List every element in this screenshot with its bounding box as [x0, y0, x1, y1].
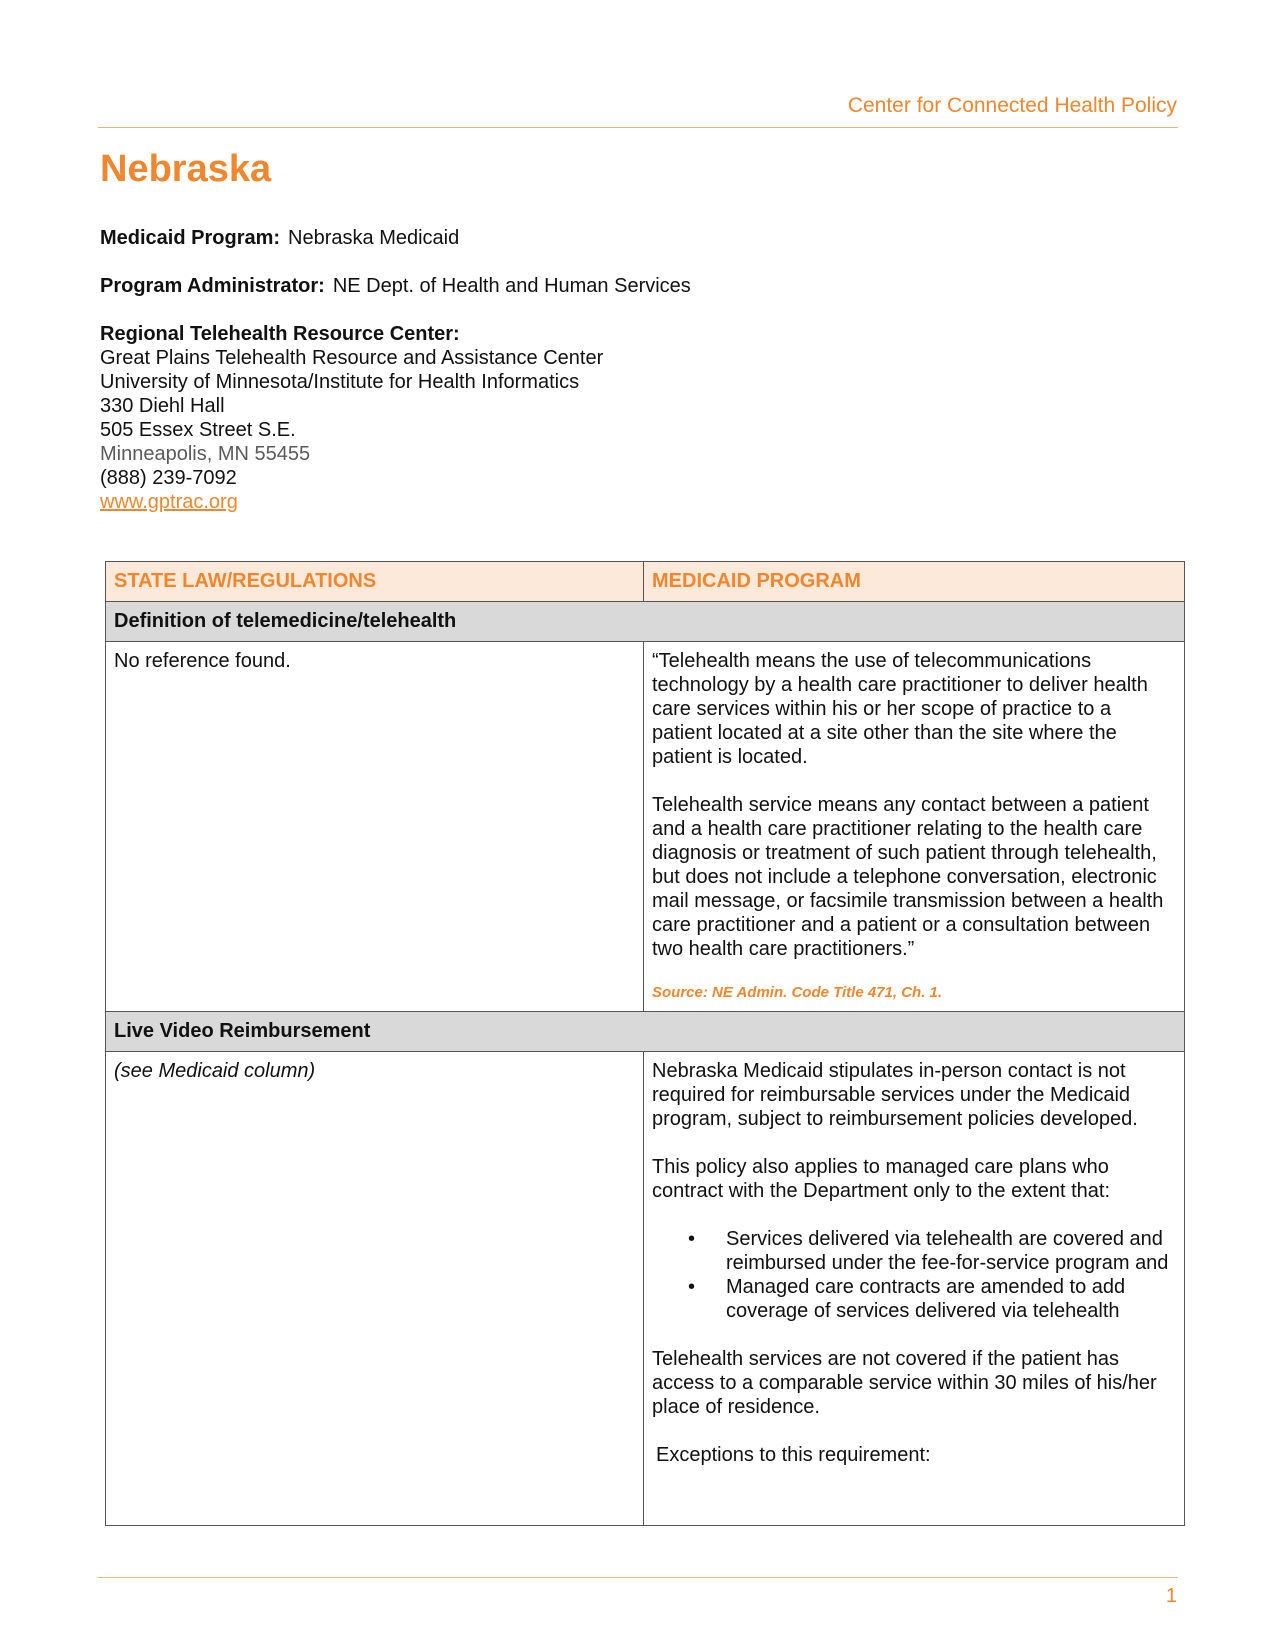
bullet-icon: •: [688, 1228, 696, 1250]
medicaid-program-value: Nebraska Medicaid: [288, 227, 460, 249]
policy-table: [105, 561, 1185, 1526]
header-rule: [98, 127, 1178, 128]
resource-center-institution: University of Minnesota/Institute for Health Informatics: [100, 371, 580, 393]
program-administrator-label: Program Administrator:: [100, 275, 325, 297]
resource-center-block: [100, 322, 603, 514]
section-row-live-video: [106, 1012, 1185, 1052]
resource-center-address-line-1: 330 Diehl Hall: [100, 395, 225, 417]
list-item: • Services delivered via telehealth are covered and reimbursed under the fee-for-service program and: [688, 1228, 1169, 1274]
resource-center-phone: (888) 239-7092: [100, 467, 237, 489]
table-header-row: [106, 562, 1185, 602]
bullet-icon: •: [688, 1276, 696, 1298]
column-header-medicaid-program: MEDICAID PROGRAM: [644, 562, 1185, 602]
list-item: • Managed care contracts are amended to add coverage of services delivered via telehealth: [688, 1276, 1126, 1322]
header-organization: Center for Connected Health Policy: [847, 94, 1177, 117]
program-administrator-line: [100, 274, 691, 298]
live-video-bullet-list: [652, 1227, 1176, 1323]
column-header-state-law: STATE LAW/REGULATIONS: [106, 562, 644, 602]
program-administrator-value: NE Dept. of Health and Human Services: [332, 275, 691, 297]
live-video-paragraph-3: Telehealth services are not covered if the patient has access to a comparable service within 30 miles of his/her place of residence.: [652, 1348, 1157, 1418]
definition-state-law-cell: No reference found.: [106, 642, 644, 1012]
resource-center-label: Regional Telehealth Resource Center:: [100, 323, 460, 345]
definition-source-citation: Source: NE Admin. Code Title 471, Ch. 1.: [652, 984, 943, 1001]
resource-center-address-line-2: 505 Essex Street S.E.: [100, 419, 296, 441]
footer-rule: [98, 1577, 1178, 1578]
table-row-live-video: [106, 1052, 1185, 1526]
page-number: 1: [1165, 1585, 1177, 1607]
medicaid-program-label: Medicaid Program:: [100, 227, 281, 249]
live-video-paragraph-2: This policy also applies to managed care plans who contract with the Department only to the extent that:: [652, 1156, 1111, 1202]
live-video-paragraph-1: Nebraska Medicaid stipulates in-person contact is not required for reimbursable services under the Medicaid program, subject to reimbursement policies developed.: [652, 1060, 1138, 1130]
section-row-definition: [106, 602, 1185, 642]
live-video-medicaid-cell: [644, 1052, 1185, 1526]
live-video-state-law-cell: (see Medicaid column): [106, 1052, 644, 1526]
definition-paragraph-1: “Telehealth means the use of telecommunications technology by a health care practitioner to deliver health care services within his or her scope of practice to a patient located at a site other than the site where the patient is located.: [652, 650, 1148, 768]
definition-medicaid-cell: [644, 642, 1185, 1012]
resource-center-website-link[interactable]: www.gptrac.org: [100, 491, 238, 513]
section-title-definition: Definition of telemedicine/telehealth: [106, 602, 1185, 642]
section-title-live-video: Live Video Reimbursement: [106, 1012, 1185, 1052]
resource-center-city: Minneapolis, MN 55455: [100, 443, 311, 465]
medicaid-program-line: [100, 226, 459, 250]
definition-paragraph-2: Telehealth service means any contact between a patient and a health care practitioner relating to the health care diagnosis or treatment of such patient through telehealth, but does not include a telephone conversation, electronic mail message, or facsimile transmission between a health care practitioner and a patient or a consultation between two health care practitioners.”: [652, 794, 1164, 960]
page-title: Nebraska: [100, 148, 272, 190]
live-video-paragraph-4: Exceptions to this requirement:: [656, 1444, 931, 1466]
table-row-definition: [106, 642, 1185, 1012]
resource-center-name: Great Plains Telehealth Resource and Assistance Center: [100, 347, 604, 369]
